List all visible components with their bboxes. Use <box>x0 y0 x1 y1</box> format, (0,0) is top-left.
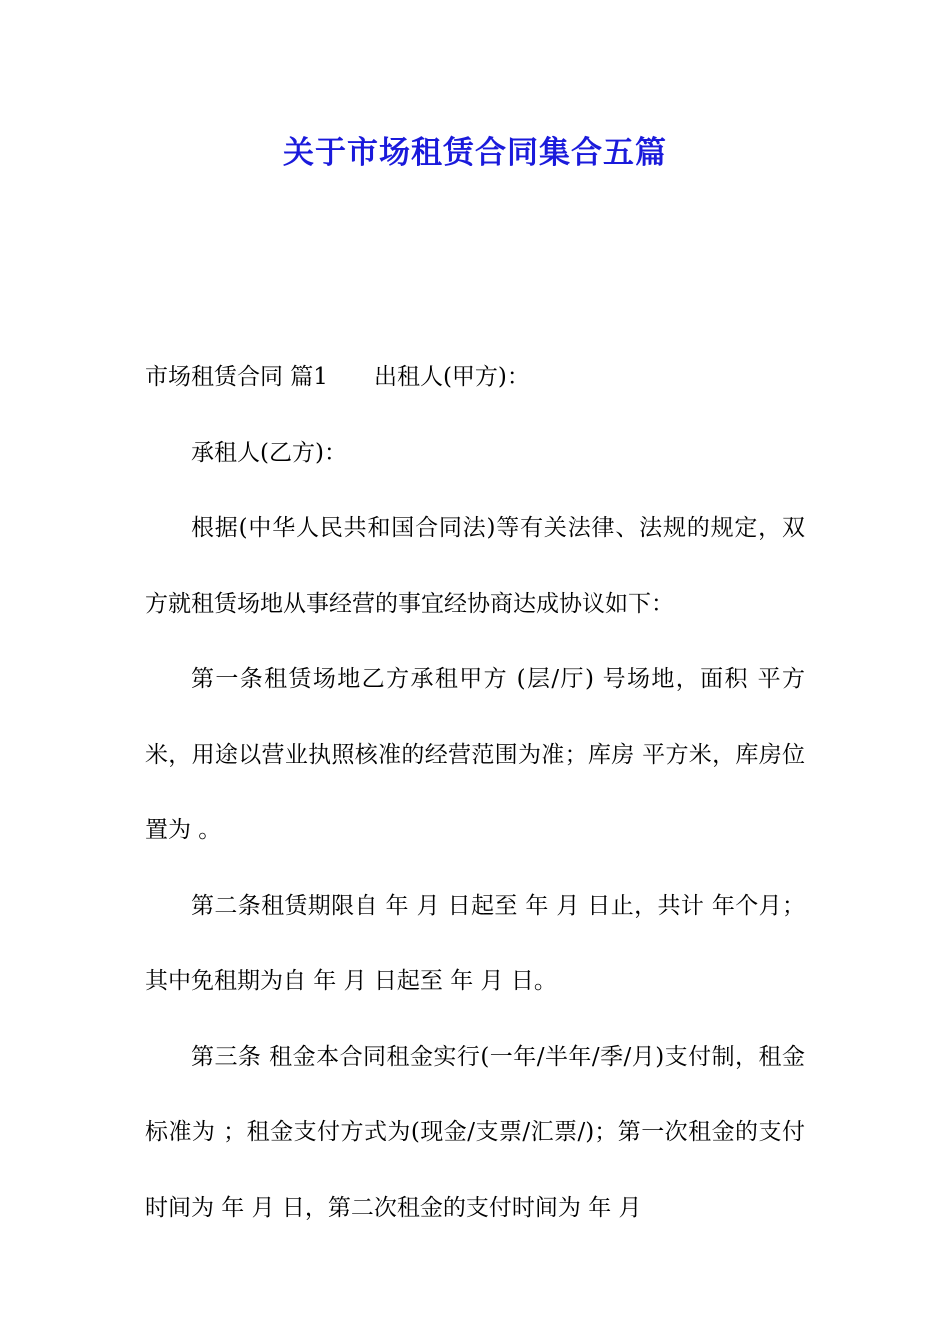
paragraph: 第二条租赁期限自 年 月 日起至 年 月 日止，共计 年个月；其中免租期为自 年 月 日起至 年 月 日。 <box>145 892 805 994</box>
document-body <box>145 340 805 1246</box>
paragraph: 承租人(乙方)： <box>191 439 347 466</box>
section-heading: 市场租赁合同 篇1 <box>145 364 328 390</box>
document-title: 关于市场租赁合同集合五篇 <box>283 135 667 171</box>
paragraph: 第一条租赁场地乙方承租甲方 (层/厅) 号场地，面积 平方米，用途以营业执照核准的经营范围为准；库房 平方米，库房位置为 。 <box>145 666 805 843</box>
paragraph: 根据(中华人民共和国合同法)等有关法律、法规的规定，双方就租赁场地从事经营的事宜经协商达成协议如下： <box>145 515 805 617</box>
paragraph: 第三条 租金本合同租金实行(一年/半年/季/月)支付制，租金标准为 ；租金支付方式为(现金/支票/汇票/)；第一次租金的支付时间为 年 月 日，第二次租金的支付时间为 年 月 <box>145 1043 805 1221</box>
lessor-label: 出租人(甲方)： <box>373 364 530 390</box>
first-line <box>145 340 805 416</box>
